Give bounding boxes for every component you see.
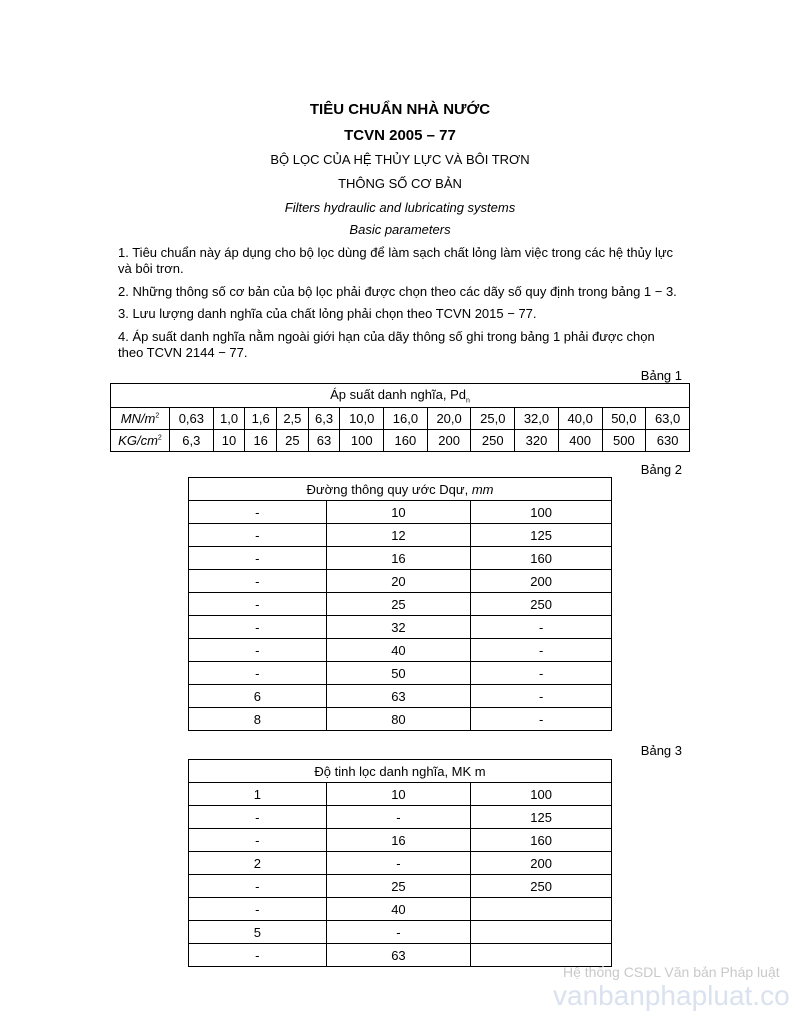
table-row xyxy=(189,616,612,639)
table-row xyxy=(189,852,612,875)
table-cell: 16 xyxy=(326,829,471,852)
pressure-table xyxy=(110,383,690,452)
table-row xyxy=(189,639,612,662)
table-cell: - xyxy=(189,875,327,898)
table-cell: - xyxy=(326,921,471,944)
table-cell: 100 xyxy=(471,501,612,524)
table1-caption: Bảng 1 xyxy=(640,368,682,383)
table-row xyxy=(189,593,612,616)
table-cell: - xyxy=(189,806,327,829)
subtitle-vi-2: THÔNG SỐ CƠ BẢN xyxy=(338,176,462,191)
table-row xyxy=(111,430,690,452)
table-cell: 320 xyxy=(515,430,559,452)
table-cell: 1,6 xyxy=(245,408,277,430)
unit-cell: $MN/m^2$ xyxy=(111,408,170,430)
table-cell: - xyxy=(189,593,327,616)
paragraph-2: 2. Những thông số cơ bản của bộ lọc phải được chọn theo các dãy số quy định trong bảng 1 − 3. xyxy=(118,284,677,299)
table-cell: 10 xyxy=(326,501,471,524)
table-cell: 6 xyxy=(189,685,327,708)
table-cell: - xyxy=(471,639,612,662)
subtitle-en-2: Basic parameters xyxy=(349,222,451,237)
table-cell: 40 xyxy=(326,898,471,921)
table-cell: 40,0 xyxy=(558,408,602,430)
table-cell: - xyxy=(189,829,327,852)
table-row xyxy=(189,829,612,852)
table-row xyxy=(189,524,612,547)
table-cell: 12 xyxy=(326,524,471,547)
table-row xyxy=(189,944,612,967)
table2-caption: Bảng 2 xyxy=(640,462,682,477)
watermark-site: vanbanphapluat.co xyxy=(553,980,790,1011)
table-cell: 32 xyxy=(326,616,471,639)
table-cell: 630 xyxy=(646,430,690,452)
table-row xyxy=(189,783,612,806)
table-cell: 50,0 xyxy=(602,408,646,430)
table-row xyxy=(189,501,612,524)
table-cell: 1,0 xyxy=(213,408,245,430)
table-cell: 16 xyxy=(326,547,471,570)
table1-header: Áp suất danh nghĩa, $Pd_n$ xyxy=(111,384,690,408)
table2-header: Đường thông quy ước Dqư, mm xyxy=(189,478,612,501)
table-cell: 160 xyxy=(471,829,612,852)
table-cell: - xyxy=(471,708,612,731)
table-cell: 200 xyxy=(471,852,612,875)
paragraph-3: 3. Lưu lượng danh nghĩa của chất lỏng phải chọn theo TCVN 2015 − 77. xyxy=(118,306,537,321)
table-cell: 63,0 xyxy=(646,408,690,430)
table-cell: - xyxy=(189,898,327,921)
table-cell: 20,0 xyxy=(427,408,471,430)
table-row xyxy=(189,875,612,898)
table-cell: 200 xyxy=(471,570,612,593)
table-cell: - xyxy=(189,547,327,570)
table-cell: 6,3 xyxy=(170,430,214,452)
table-cell: - xyxy=(189,570,327,593)
filtration-table xyxy=(188,759,612,967)
table-cell: - xyxy=(189,616,327,639)
table-cell: 500 xyxy=(602,430,646,452)
table-cell: 125 xyxy=(471,524,612,547)
table-row xyxy=(189,708,612,731)
table-cell: 5 xyxy=(189,921,327,944)
table-cell: - xyxy=(471,662,612,685)
table-row xyxy=(111,408,690,430)
table-row xyxy=(189,547,612,570)
table-cell: 125 xyxy=(471,806,612,829)
table-row xyxy=(189,570,612,593)
table-cell: 250 xyxy=(471,430,515,452)
table-cell: 100 xyxy=(340,430,384,452)
table-cell: - xyxy=(189,524,327,547)
table-cell: 2,5 xyxy=(277,408,309,430)
table-cell: - xyxy=(326,852,471,875)
table-cell: 32,0 xyxy=(515,408,559,430)
table-cell: - xyxy=(189,639,327,662)
table-cell: 25 xyxy=(326,875,471,898)
table-cell: 250 xyxy=(471,875,612,898)
standard-number: TCVN 2005 – 77 xyxy=(344,127,456,144)
table-cell: 6,3 xyxy=(308,408,340,430)
subtitle-vi: BỘ LỌC CỦA HỆ THỦY LỰC VÀ BÔI TRƠN xyxy=(270,152,530,167)
diameter-table xyxy=(188,477,612,731)
table-row xyxy=(189,662,612,685)
table-cell: 0,63 xyxy=(170,408,214,430)
table-cell: - xyxy=(471,616,612,639)
watermark-text: Hệ thống CSDL Văn bản Pháp luật xyxy=(563,964,780,980)
table-cell: 160 xyxy=(384,430,428,452)
table-cell: 200 xyxy=(427,430,471,452)
table-row xyxy=(189,806,612,829)
table-row xyxy=(189,685,612,708)
table-cell: 80 xyxy=(326,708,471,731)
paragraph-4: 4. Áp suất danh nghĩa nằm ngoài giới hạn của dãy thông số ghi trong bảng 1 phải được chọn theo TCVN 2144 − 77. xyxy=(118,329,655,360)
unit-cell: $KG/cm^2$ xyxy=(111,430,170,452)
table-cell: 10 xyxy=(213,430,245,452)
table-cell xyxy=(471,898,612,921)
table-cell: - xyxy=(189,501,327,524)
paragraph-1: 1. Tiêu chuẩn này áp dụng cho bộ lọc dùng để làm sạch chất lỏng làm việc trong các hệ thủy lực và bôi trơn. xyxy=(118,245,674,276)
table-cell: 400 xyxy=(558,430,602,452)
table-cell: 20 xyxy=(326,570,471,593)
table-cell: - xyxy=(189,662,327,685)
table-cell: 250 xyxy=(471,593,612,616)
table-cell: 63 xyxy=(326,944,471,967)
table-cell: - xyxy=(471,685,612,708)
table-cell: 160 xyxy=(471,547,612,570)
table-cell: - xyxy=(189,944,327,967)
table-cell xyxy=(471,921,612,944)
table-cell: 16 xyxy=(245,430,277,452)
table3-header: Độ tinh lọc danh nghĩa, MK m xyxy=(189,760,612,783)
table-cell: 1 xyxy=(189,783,327,806)
table-cell: 25 xyxy=(326,593,471,616)
table-cell: 8 xyxy=(189,708,327,731)
table-cell: 40 xyxy=(326,639,471,662)
subtitle-en: Filters hydraulic and lubricating systems xyxy=(284,200,516,215)
table-row xyxy=(189,921,612,944)
table-cell: 63 xyxy=(308,430,340,452)
table-row xyxy=(189,898,612,921)
table-cell: 100 xyxy=(471,783,612,806)
table3-caption: Bảng 3 xyxy=(640,743,682,758)
table-cell: 25 xyxy=(277,430,309,452)
table-cell: 10 xyxy=(326,783,471,806)
table-cell: 2 xyxy=(189,852,327,875)
table-cell: 63 xyxy=(326,685,471,708)
table-cell: 25,0 xyxy=(471,408,515,430)
table-cell: 16,0 xyxy=(384,408,428,430)
table-cell: 10,0 xyxy=(340,408,384,430)
document-title: TIÊU CHUẨN NHÀ NƯỚC xyxy=(309,101,491,118)
table-cell: 50 xyxy=(326,662,471,685)
table-cell: - xyxy=(326,806,471,829)
